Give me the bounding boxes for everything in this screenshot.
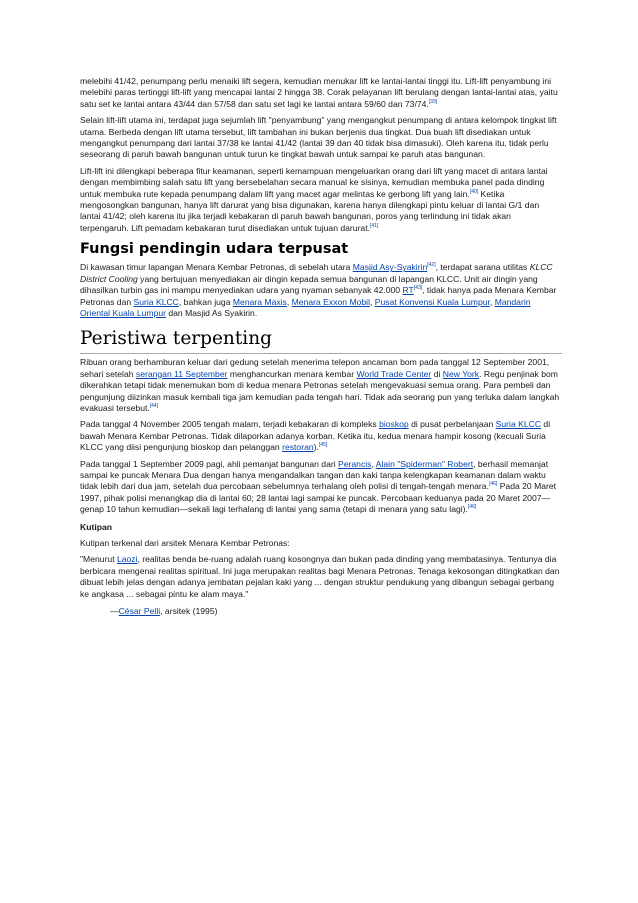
- citation-ref[interactable]: [46]: [467, 504, 477, 511]
- paragraph-text: yang bertujuan menyediakan air dingin kepada semua bangunan di lapangan KLCC. Unit air dingin yang dihasilkan turbin gas ini mampu menyediakan udara yang nyaman sebanyak 42.000: [80, 273, 538, 296]
- link-rt[interactable]: RT: [402, 285, 414, 296]
- link-laozi[interactable]: Laozi: [116, 554, 138, 565]
- blockquote: [80, 554, 562, 600]
- paragraph-text: dan Masjid As Syakirin.: [165, 307, 258, 318]
- link-cesar-pelli[interactable]: César Pelli: [118, 606, 161, 617]
- paragraph-text: ).: [313, 442, 319, 453]
- paragraph-text: , tidak hanya pada Menara Kembar Petronas dan: [80, 285, 557, 307]
- events-paragraph-3: [80, 459, 562, 516]
- paragraph-text: di pusat perbelanjaan: [408, 419, 496, 430]
- paragraph-text: ,: [371, 458, 376, 469]
- citation-ref[interactable]: [46]: [488, 481, 498, 488]
- lift-paragraph-1: [80, 76, 562, 110]
- paragraph-text: Pada 20 Maret 1997, pihak polisi menangkap dia di lantai 60; 28 lantai lagi sampai ke puncak. Percobaan keduanya pada 20 Maret 2007—genap 10 tahun kemudian—sekali lagi terhalang di lantai yang sama (tetapi di menara yang satu lagi).: [80, 481, 557, 515]
- paragraph-text: , terdapat sarana utilitas: [435, 262, 530, 273]
- lift-paragraph-2: Selain lift-lift utama ini, terdapat juga sejumlah lift "penyambung" yang mengangkut penumpang di antara kelompok tingkat lift utama. Berbeda dengan lift utama tersebut, lift tambahan ini bukan berjenis dua tingkat. Dua buah lift disediakan untuk mengangkut penumpang dari lantai 37/38 ke lantai 41/42 (lantai 39 dan 40 tidak bisa dimasuki). Oleh karena itu, tidak perlu seseorang di paruh bawah bangunan untuk turun ke tingkat bawah untuk sampai ke paruh atas bangunan.: [80, 115, 557, 160]
- attribution-text: , arsitek (1995): [160, 606, 218, 617]
- citation-ref[interactable]: [39]: [428, 98, 438, 105]
- link-menara-exxon-mobil[interactable]: Menara Exxon Mobil: [291, 296, 370, 307]
- link-suria-klcc[interactable]: Suria KLCC: [495, 419, 542, 430]
- link-world-trade-center[interactable]: World Trade Center: [356, 368, 432, 379]
- quote-attribution: [80, 606, 562, 617]
- citation-ref[interactable]: [45]: [318, 442, 328, 449]
- citation-ref[interactable]: [43]: [413, 285, 423, 292]
- paragraph-text: , berhasil memanjat sampai ke puncak Menara Dua dengan hanya mengandalkan tangan dan kaki tanpa kelengkapan keamanan dalam waktu tidak lebih dari dua jam, setelah dua percobaan sebelumnya terhalang oleh polisi di tengah-tengah menara.: [80, 458, 549, 492]
- paragraph-text: Pada tanggal 4 November 2005 tengah malam, terjadi kebakaran di kompleks: [80, 419, 380, 430]
- link-perancis[interactable]: Perancis: [338, 458, 372, 469]
- quote-text: , realitas benda be-ruang adalah ruang kosongnya dan bukan pada dinding yang membatasinya. Tentunya dia berbicara mengenai realitas spiritual. Ini juga merupakan realitas bagi Menara Petronas. Tenaga kekosongan ditingkatkan dan dibuat lebih jelas dengan adanya jembatan pejalan kaki yang ... dengan struktur pendukung yang dibangun sebagai gerbang ke angkasa ... sebagai pintu ke alam maya.": [80, 554, 560, 599]
- paragraph-text: Ketika mengosongkan bangunan, hanya lift darurat yang bisa digunakan, karena hanya dilengkapi pintu keluar di lantai G/1 dan lantai 41/42; oleh karena itu jika terjadi kebakaran di paruh bawah bangunan, poros yang terlindung ini tidak akan terpengaruh. Lift pemadam kebakaran turut disediakan untuk tujuan darurat.: [80, 188, 540, 233]
- emphasis-text: KLCC District Cooling: [80, 262, 553, 284]
- paragraph-text: di: [431, 368, 443, 379]
- paragraph-text: di bawah Menara Kembar Petronas. Tidak dilaporkan adanya korban. Ketika itu, kedua menara hampir kosong (kecuali Suria KLCC yang diisi pengunjung bioskop dan pelanggan: [80, 419, 551, 453]
- link-pusat-konvensi[interactable]: Pusat Konvensi Kuala Lumpur: [374, 296, 490, 307]
- link-mandarin-oriental[interactable]: Mandarin Oriental Kuala Lumpur: [80, 296, 531, 318]
- cooling-paragraph: [80, 262, 562, 319]
- paragraph-text: Ribuan orang berhamburan keluar dari gedung setelah menerima telepon ancaman bom pada tanggal 12 September 2001, sehari setelah: [80, 357, 550, 379]
- link-masjid-asy-syakirin[interactable]: Masjid Asy-Syakirin: [352, 262, 428, 273]
- link-menara-maxis[interactable]: Menara Maxis: [232, 296, 287, 307]
- paragraph-text: , bahkan juga: [178, 296, 233, 307]
- link-bioskop[interactable]: bioskop: [379, 419, 409, 430]
- paragraph-text: Di kawasan timur lapangan Menara Kembar Petronas, di sebelah utara: [80, 262, 353, 273]
- paragraph-text: menghancurkan menara kembar: [227, 368, 357, 379]
- section-heading-events: Peristiwa terpenting: [80, 327, 562, 354]
- paragraph-text: . Regu penjinak bom dikerahkan tetapi tidak menemukan bom di kedua menara Petronas setelah mengevakuasi semua orang. Para pembeli dan pengunjung diizinkan masuk kembali tiga jam kemudian pada tengah hari. Tidak ada seorang pun yang terluka dalam langkah evakuasi tersebut.: [80, 368, 560, 413]
- paragraph-text: melebihi 41/42, penumpang perlu menaiki lift segera, kemudian menukar lift ke lantai-lantai tinggi itu. Lift-lift penyambung ini melebihi paras tertinggi lift-lift yang mencapai lantai 2 hingga 38. Corak pelayanan lift berulang dengan lantai-lantai atas, yaitu satu set ke lantai antara 43/44 dan 57/58 dan satu set lagi ke lantai antara 59/60 dan 73/74.: [80, 76, 558, 109]
- section-heading-cooling: Fungsi pendingin udara terpusat: [80, 241, 349, 258]
- paragraph-text: Lift-lift ini dilengkapi beberapa fitur keamanan, seperti kemampuan mengeluarkan orang dari lift yang macet di antara lantai dengan membimbing salah satu lift yang bersebelahan secara manual ke sisinya, kemudian membuka panel pada dinding untuk membuka rute kepada penumpang dalam lift yang macet agar melintas ke gerbong lift yang lain.: [80, 165, 548, 199]
- quote-intro: Kutipan terkenal dari arsitek Menara Kembar Petronas:: [80, 538, 290, 548]
- citation-ref[interactable]: [40]: [469, 188, 479, 195]
- paragraph-text: ,: [489, 296, 495, 307]
- link-serangan-11-september[interactable]: serangan 11 September: [135, 368, 228, 379]
- article-body: [80, 76, 562, 622]
- quote-text: "Menurut: [80, 554, 117, 565]
- citation-ref[interactable]: [41]: [370, 223, 379, 230]
- link-suria-klcc[interactable]: Suria KLCC: [133, 296, 179, 307]
- events-paragraph-2: [80, 419, 562, 453]
- citation-ref[interactable]: [42]: [427, 262, 436, 269]
- attribution-dash: —: [110, 606, 119, 617]
- paragraph-text: ,: [286, 296, 292, 307]
- link-new-york[interactable]: New York: [442, 368, 480, 379]
- subsection-heading-quote: Kutipan: [80, 521, 112, 532]
- link-restoran[interactable]: restoran: [282, 442, 314, 453]
- paragraph-text: Pada tanggal 1 September 2009 pagi, ahli pemanjat bangunan dari: [80, 458, 339, 469]
- events-paragraph-1: [80, 357, 562, 414]
- link-alain-robert[interactable]: Alain "Spiderman" Robert: [375, 458, 474, 469]
- paragraph-text: ,: [369, 296, 375, 307]
- citation-ref[interactable]: [44]: [149, 403, 159, 410]
- lift-paragraph-3: [80, 166, 562, 234]
